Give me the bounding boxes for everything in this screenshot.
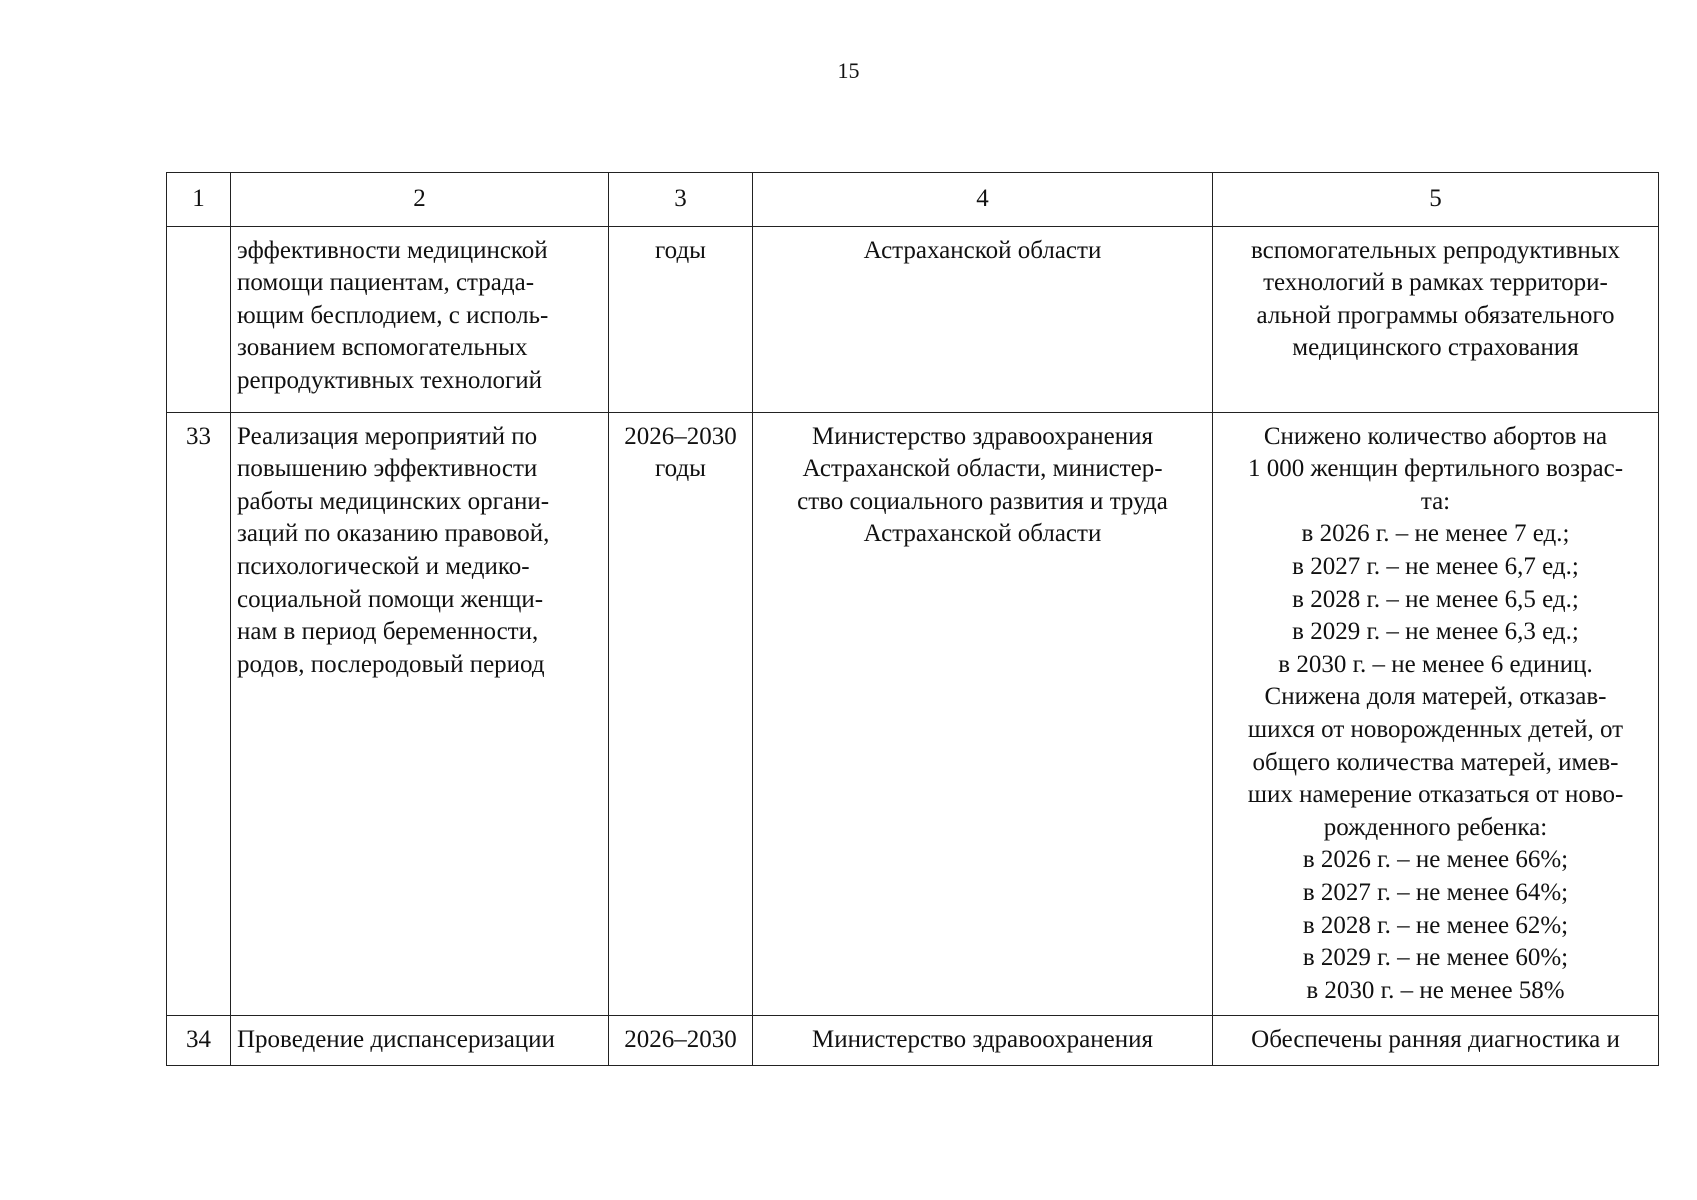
cell-text-line: Снижена доля матерей, отказав- bbox=[1264, 683, 1607, 711]
cell-text-line: зованием вспомогательных bbox=[237, 334, 528, 362]
cell-text-line: Снижено количество абортов на bbox=[1263, 422, 1608, 450]
cell-text-line: вспомогательных репродуктивных bbox=[1250, 236, 1621, 264]
cell-text-line: ство социального развития и труда bbox=[797, 487, 1168, 515]
cell-text-line: Астраханской области bbox=[863, 520, 1102, 548]
cell-text-line: шихся от новорожденных детей, от bbox=[1247, 715, 1624, 743]
cell-text-line: альной программы обязательного bbox=[1256, 301, 1615, 329]
cell-text-line: Министерство здравоохранения bbox=[812, 1026, 1153, 1054]
period-cell bbox=[609, 1016, 753, 1066]
cell-text-line: Обеспечены ранняя диагностика и bbox=[1251, 1026, 1620, 1054]
cell-text-line: медицинского страхования bbox=[1292, 334, 1579, 362]
activity-cell bbox=[231, 226, 609, 412]
result-cell bbox=[1213, 226, 1659, 412]
cell-text-line: годы bbox=[655, 455, 706, 483]
cell-text-line: та: bbox=[1420, 487, 1451, 515]
table-row bbox=[167, 412, 1659, 1016]
table-body bbox=[167, 226, 1659, 1066]
cell-text-line: социальной помощи женщи- bbox=[237, 585, 544, 613]
cell-text-line: Астраханской области, министер- bbox=[802, 455, 1163, 483]
cell-text-line: 2026–2030 bbox=[624, 422, 737, 450]
cell-text-line: психологической и медико- bbox=[237, 552, 530, 580]
cell-text-line: в 2029 г. – не менее 60%; bbox=[1302, 944, 1569, 972]
cell-text-line: заций по оказанию правовой, bbox=[237, 520, 550, 548]
table-row bbox=[167, 1016, 1659, 1066]
cell-text-line: годы bbox=[655, 236, 706, 264]
cell-text-line: в 2028 г. – не менее 62%; bbox=[1302, 911, 1569, 939]
executor-cell bbox=[753, 226, 1213, 412]
cell-text-line: в 2026 г. – не менее 66%; bbox=[1302, 846, 1569, 874]
result-cell bbox=[1213, 1016, 1659, 1066]
cell-text-line: эффективности медицинской bbox=[237, 236, 548, 264]
row-number-cell bbox=[167, 412, 231, 1016]
cell-text-line: в 2028 г. – не менее 6,5 ед.; bbox=[1292, 585, 1579, 613]
header-cell-2: 2 bbox=[231, 173, 609, 227]
page-number: 15 bbox=[837, 58, 860, 83]
activity-cell bbox=[231, 1016, 609, 1066]
cell-text-line: Министерство здравоохранения bbox=[812, 422, 1153, 450]
cell-text-line: Реализация мероприятий по bbox=[237, 422, 538, 450]
cell-text-line: в 2029 г. – не менее 6,3 ед.; bbox=[1292, 618, 1579, 646]
header-cell-5: 5 bbox=[1213, 173, 1659, 227]
cell-text-line: 2026–2030 bbox=[624, 1026, 737, 1054]
cell-text-line: рожденного ребенка: bbox=[1323, 813, 1548, 841]
cell-text-line: репродуктивных технологий bbox=[237, 366, 543, 394]
cell-text-line: в 2027 г. – не менее 64%; bbox=[1302, 878, 1569, 906]
executor-cell bbox=[753, 412, 1213, 1016]
cell-text-line: работы медицинских органи- bbox=[237, 487, 550, 515]
cell-text-line: в 2026 г. – не менее 7 ед.; bbox=[1301, 520, 1570, 548]
cell-text-line: 1 000 женщин фертильного возрас- bbox=[1247, 455, 1624, 483]
table-header-row bbox=[167, 173, 1659, 227]
header-cell-1: 1 bbox=[167, 173, 231, 227]
cell-text-line: ших намерение отказаться от ново- bbox=[1247, 781, 1624, 809]
cell-text-line: ющим бесплодием, с исполь- bbox=[237, 301, 549, 329]
period-cell bbox=[609, 226, 753, 412]
cell-text-line: Проведение диспансеризации bbox=[237, 1026, 555, 1054]
cell-text-line: в 2027 г. – не менее 6,7 ед.; bbox=[1292, 552, 1579, 580]
row-number-cell bbox=[167, 226, 231, 412]
cell-text-line: родов, послеродовый период bbox=[237, 650, 545, 678]
table-row bbox=[167, 226, 1659, 412]
result-cell bbox=[1213, 412, 1659, 1016]
cell-text-line: общего количества матерей, имев- bbox=[1252, 748, 1619, 776]
cell-text-line: в 2030 г. – не менее 6 единиц. bbox=[1278, 650, 1593, 678]
header-cell-3: 3 bbox=[609, 173, 753, 227]
cell-text-line: Астраханской области bbox=[863, 236, 1102, 264]
activity-cell bbox=[231, 412, 609, 1016]
cell-text-line: 34 bbox=[186, 1026, 211, 1054]
period-cell bbox=[609, 412, 753, 1016]
cell-text-line: нам в период беременности, bbox=[237, 618, 539, 646]
cell-text-line: 33 bbox=[186, 422, 211, 450]
cell-text-line: повышению эффективности bbox=[237, 455, 538, 483]
cell-text-line: технологий в рамках территори- bbox=[1263, 269, 1608, 297]
row-number-cell bbox=[167, 1016, 231, 1066]
measures-table bbox=[166, 172, 1659, 1066]
executor-cell bbox=[753, 1016, 1213, 1066]
cell-text-line: в 2030 г. – не менее 58% bbox=[1306, 976, 1565, 1004]
header-cell-4: 4 bbox=[753, 173, 1213, 227]
cell-text-line: помощи пациентам, страда- bbox=[237, 269, 535, 297]
